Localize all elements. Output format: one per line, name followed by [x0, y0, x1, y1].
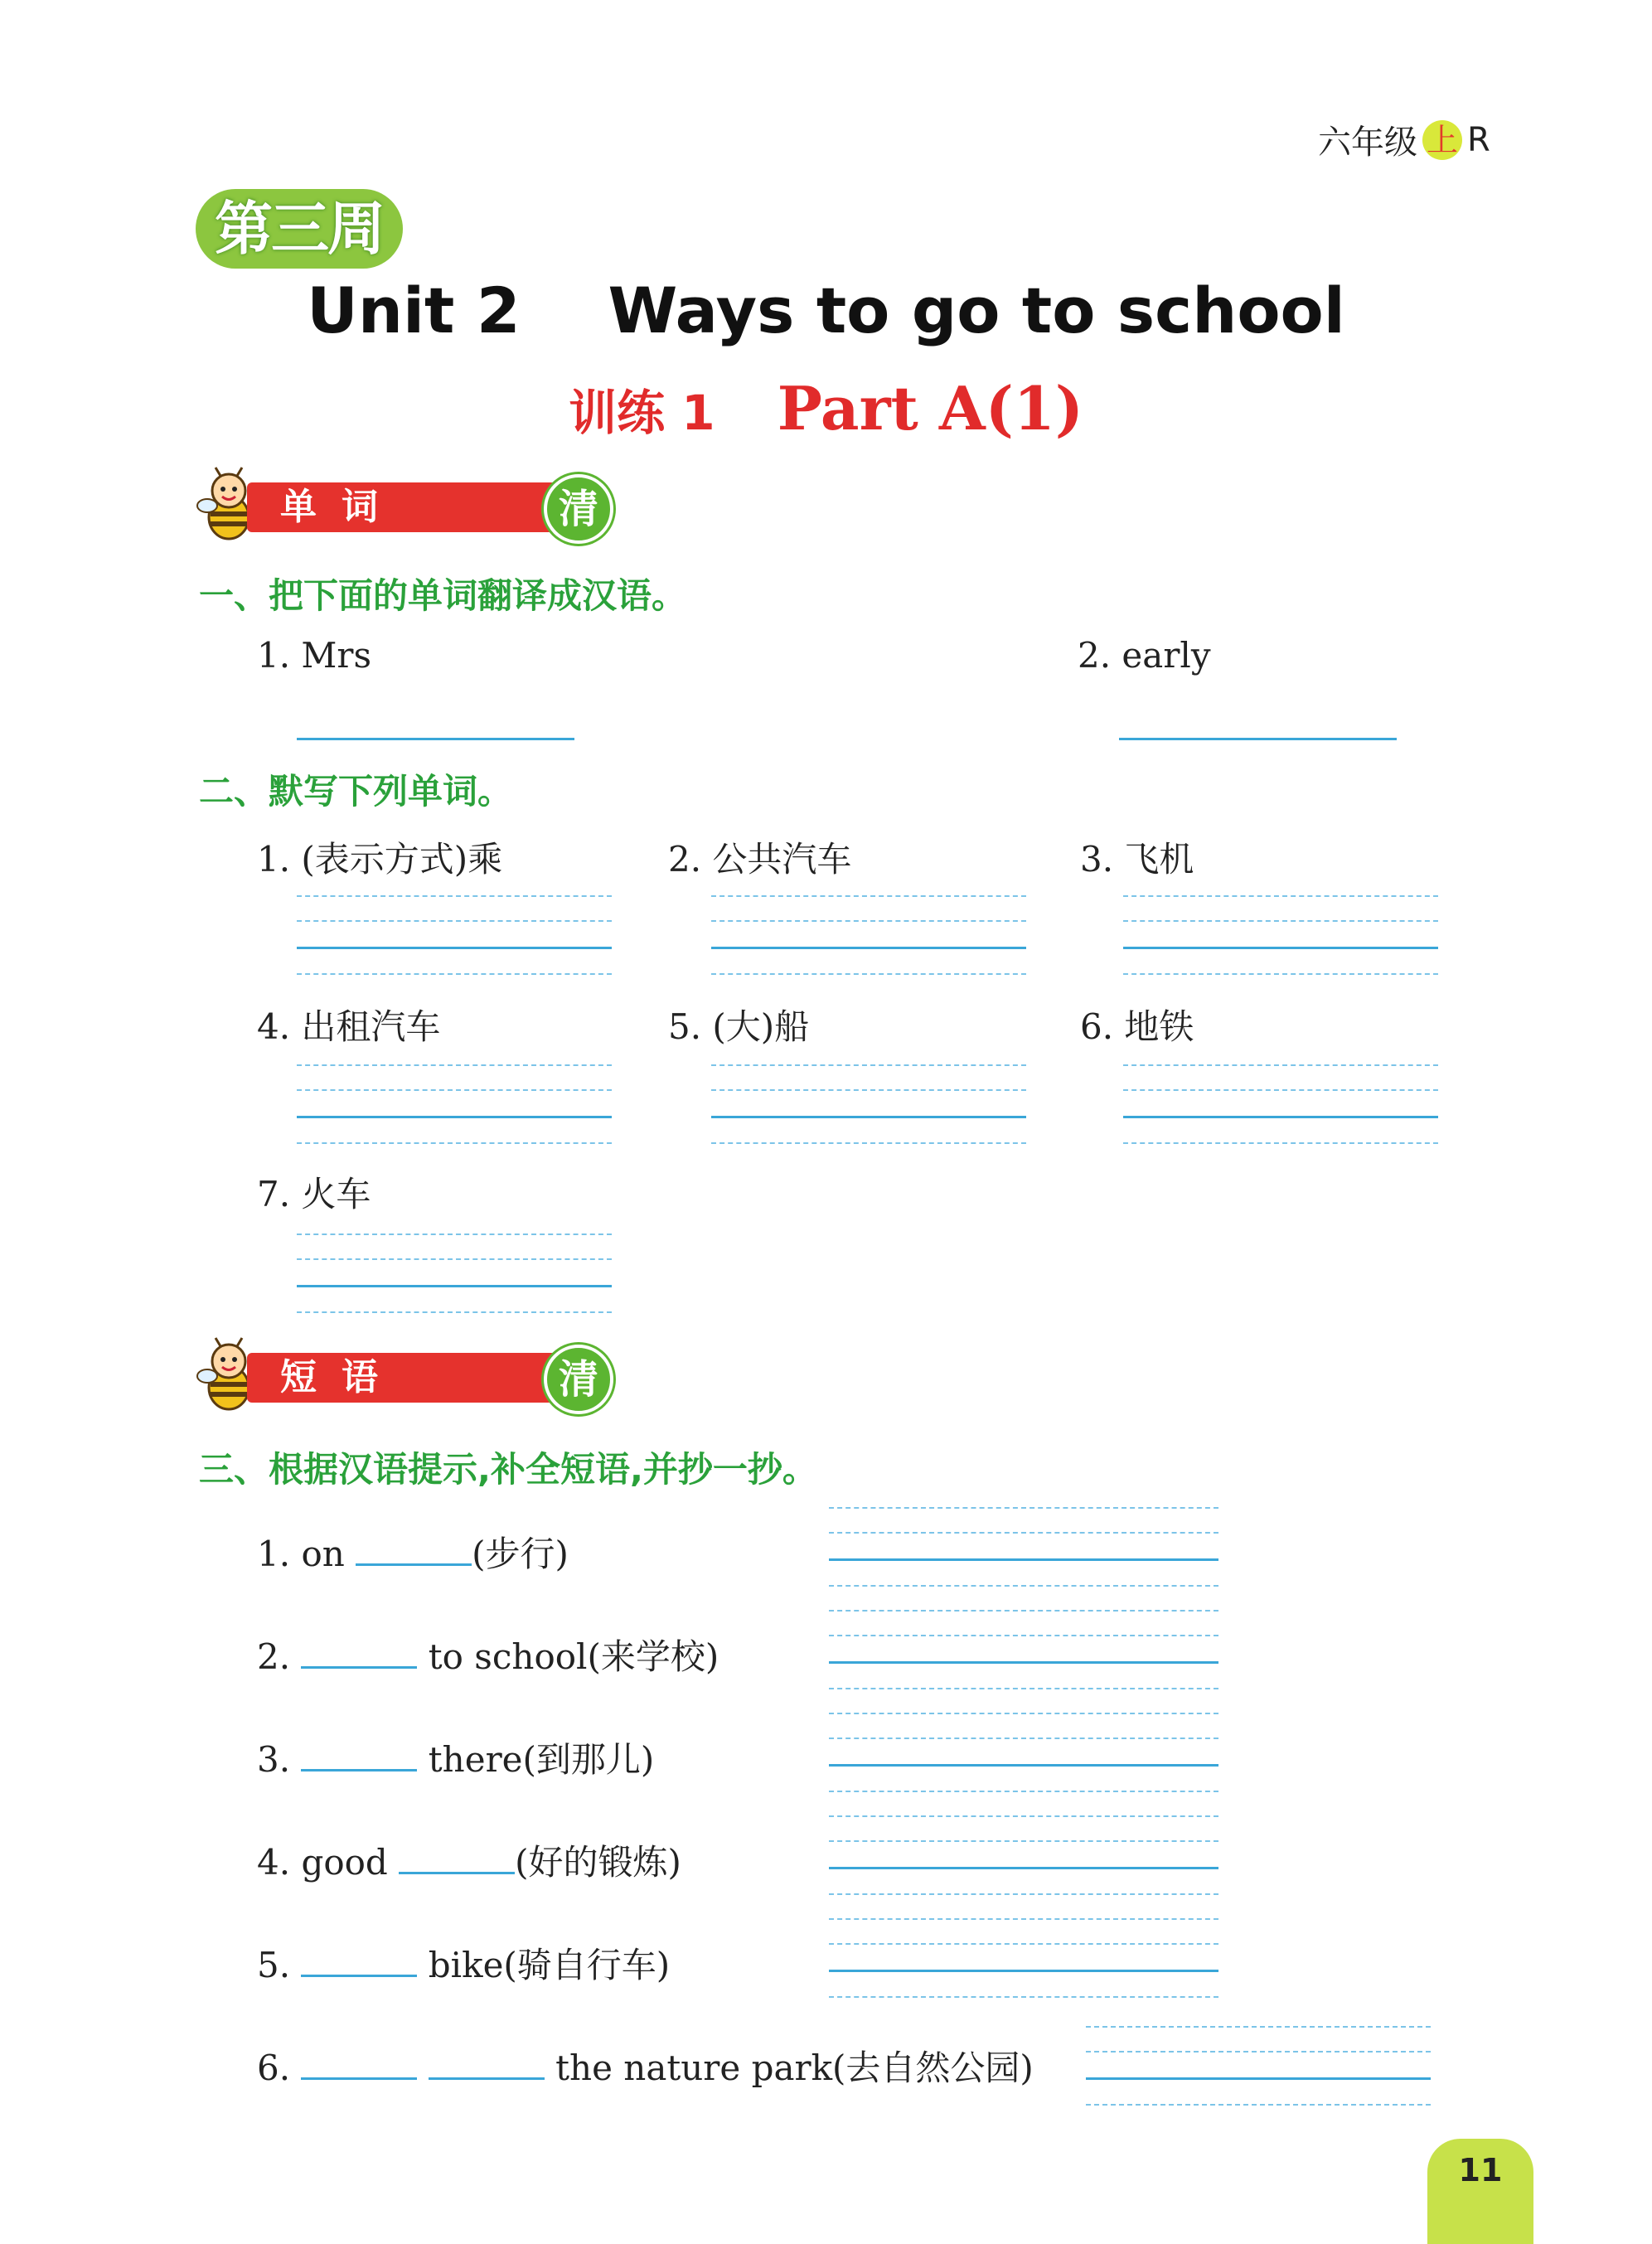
q3-writing-lines-5[interactable]: [829, 1918, 1218, 1993]
q3-heading: 三、根据汉语提示,补全短语,并抄一抄。: [199, 1449, 817, 1490]
lesson-number: 训练 1: [569, 385, 715, 441]
q2-heading: 二、默写下列单词。: [199, 771, 513, 812]
q1-answer-line-1[interactable]: [297, 738, 574, 740]
q3-item-6-num: 6.: [257, 2048, 291, 2088]
q3-item-2-num: 2.: [257, 1636, 291, 1677]
q3-item-5: [257, 1938, 670, 1988]
q2-writing-lines-7[interactable]: [297, 1233, 612, 1308]
q3-item-3-after: there(到那儿): [428, 1739, 655, 1780]
q3-item-3-num: 3.: [257, 1739, 291, 1780]
q2-writing-lines-4[interactable]: [297, 1064, 612, 1139]
q2-writing-lines-1[interactable]: [297, 895, 612, 970]
q3-item-6-blank-1[interactable]: [301, 2044, 417, 2080]
edition-text: R: [1467, 120, 1490, 159]
q3-writing-lines-2[interactable]: [829, 1610, 1218, 1684]
q2-item-5: 5. (大)船: [668, 1006, 810, 1047]
q3-item-4-before: good: [301, 1842, 388, 1883]
q2-item-6: 6. 地铁: [1080, 1006, 1194, 1047]
q1-answer-line-2[interactable]: [1119, 738, 1397, 740]
q3-item-6-after: the nature park(去自然公园): [555, 2048, 1034, 2088]
q1-heading: 一、把下面的单词翻译成汉语。: [199, 575, 687, 616]
grade-label: [1318, 116, 1490, 163]
q3-item-1-blank[interactable]: [356, 1530, 472, 1566]
q3-writing-lines-1[interactable]: [829, 1507, 1218, 1582]
q3-item-6-blank-2[interactable]: [429, 2044, 545, 2080]
phrases-banner: [196, 1343, 627, 1409]
q1-item-2: 2. early: [1078, 635, 1211, 676]
q3-item-6: [257, 2041, 1034, 2091]
q3-item-4-after: (好的锻炼): [515, 1842, 681, 1883]
q3-item-1-after: (步行): [472, 1534, 569, 1574]
q3-item-3-blank[interactable]: [301, 1736, 417, 1771]
q3-item-1-num: 1.: [257, 1534, 291, 1574]
q3-item-4-num: 4.: [257, 1842, 291, 1883]
q3-item-4: [257, 1835, 681, 1885]
page-number: 11: [1427, 2139, 1533, 2244]
phrases-banner-label: 短语: [247, 1353, 579, 1403]
q2-item-1: 1. (表示方式)乘: [257, 839, 503, 880]
words-banner-label: 单词: [247, 482, 579, 532]
q2-item-3: 3. 飞机: [1080, 839, 1194, 880]
q3-writing-lines-3[interactable]: [829, 1713, 1218, 1787]
lesson-part: Part A(1): [777, 373, 1083, 443]
q3-item-5-blank[interactable]: [301, 1941, 417, 1977]
q3-item-5-num: 5.: [257, 1945, 291, 1985]
q3-item-1: [257, 1527, 569, 1577]
q2-item-2: 2. 公共汽车: [668, 839, 852, 880]
q3-item-4-blank[interactable]: [399, 1839, 515, 1874]
q2-writing-lines-3[interactable]: [1123, 895, 1438, 970]
q2-writing-lines-6[interactable]: [1123, 1064, 1438, 1139]
words-banner-badge: 清: [544, 474, 613, 544]
lesson-title: [0, 373, 1652, 443]
q3-writing-lines-4[interactable]: [829, 1815, 1218, 1890]
q3-item-2: [257, 1630, 719, 1679]
unit-title: Unit 2 Ways to go to school: [307, 274, 1345, 347]
q2-item-7: 7. 火车: [257, 1174, 371, 1214]
phrases-banner-badge: 清: [544, 1345, 613, 1414]
q3-item-3: [257, 1733, 654, 1782]
words-banner: [196, 473, 627, 539]
q2-writing-lines-5[interactable]: [711, 1064, 1026, 1139]
q3-writing-lines-6[interactable]: [1086, 2026, 1431, 2101]
q1-item-1: 1. Mrs: [257, 635, 372, 676]
q3-item-2-blank[interactable]: [301, 1633, 417, 1669]
q3-item-5-after: bike(骑自行车): [428, 1945, 671, 1985]
q2-item-4: 4. 出租汽车: [257, 1006, 441, 1047]
grade-text: 六年级: [1318, 124, 1417, 162]
q3-item-2-after: to school(来学校): [428, 1636, 719, 1677]
q2-writing-lines-2[interactable]: [711, 895, 1026, 970]
term-badge: 上: [1422, 120, 1462, 160]
q3-item-1-before: on: [301, 1534, 345, 1574]
week-badge: 第三周: [196, 189, 403, 269]
